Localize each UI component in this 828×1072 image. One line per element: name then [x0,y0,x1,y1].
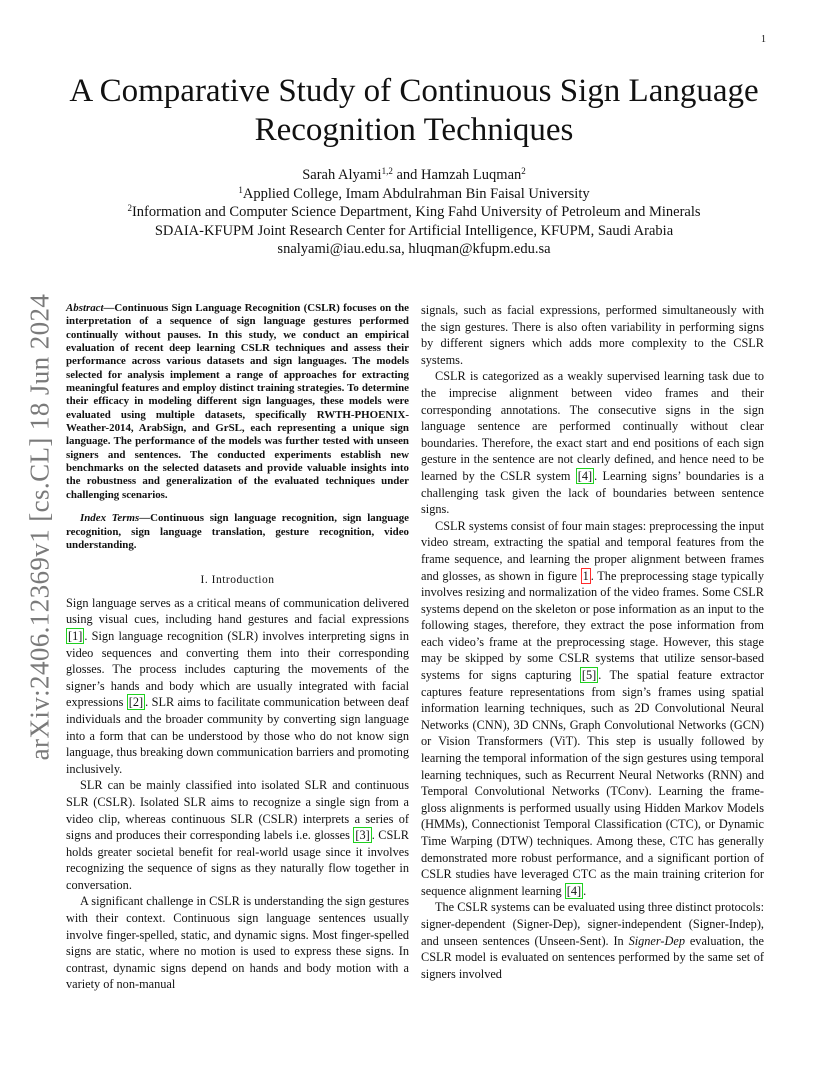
intro-paragraph-1: Sign language serves as a critical means of communication delivered using visual cues, including hand gestures and facial expressions [1] . Sign language recognition (SLR) involves interpreting signs in video sequences and converting them into their corresponding glosses. The process includes capturing the movements of the signer’s hands and body which are usually integrated with facial expressions [2] . SLR aims to facilitate communication between deaf individuals and the broader community by converting sign language into a form that can be understood by those who do not know sign language, thus breaking down communication barriers and promoting inclusively. [66,595,409,776]
index-terms-label: Index Terms [80,512,140,525]
citation-link[interactable]: [2] [128,695,144,710]
title-line-2: Recognition Techniques [254,112,574,148]
affiliation-1: $^1$Applied College, Imam Abdulrahman Bin Faisal University [238,184,590,202]
citation-link[interactable]: [3] [355,828,370,843]
paper-title [40,72,788,150]
arxiv-stamp [20,292,60,762]
intro-paragraph-3: A significant challenge in CSLR is understanding the sign gestures with their context. Continuous sign language sentences usually involve finger-spelled, static, and dynamic signs. Most finger-spelled signs are static, where no motion is used to express these signs. In contrast, dynamic signs depend on hands and body motion with a variety of non-manual [66,894,409,992]
section-heading-introduction: I. Introduction [200,574,275,587]
index-terms-text: —Continuous sign language recognition, sign language recognition, sign language translation, gesture recognition, video understanding. [66,512,409,551]
abstract-text: —Continuous Sign Language Recognition (CSLR) focuses on the interpretation of a sequence of sign language gestures performed continually without pauses. In this study, we conduct an empirical evaluation of recent deep learning CSLR techniques and assess their performance across various datasets and sign languages. The models selected for analysis implement a range of approaches for extracting meaningful features and employ distinct training strategies. To determine their efficacy in modeling different sign languages, these models were evaluated using multiple datasets, specifically RWTH-PHOENIX-Weather-2014, ArabSign, and GrSL, each representing a unique sign language. The performance of the models was further tested with unseen signers and sentences. The conducted experiments establish new benchmarks on the selected datasets and provide valuable insights into the robustness and generalization of the evaluated techniques under challenging scenarios. [66,302,409,501]
affiliation-2: $^2$Information and Computer Science Department, King Fahd University of Petroleum and Minerals [127,203,701,221]
intro-paragraph-6: The CSLR systems can be evaluated using three distinct protocols: signer-dependent (Signer-Dep), signer-independent (Signer-Indep), and unseen sentences (Unseen-Sent). In Signer-Dep evaluation, the CSLR model is evaluated on sentences performed by the same set of signers involved [421,900,765,981]
abstract-label: Abstract [66,302,104,314]
index-terms [66,512,409,552]
affiliation-3: SDAIA-KFUPM Joint Research Center for Artificial Intelligence, KFUPM, Saudi Arabia [154,222,674,239]
citation-link[interactable]: [1] [68,628,83,643]
intro-paragraph-2: SLR can be mainly classified into isolated SLR and continuous SLR (CSLR). Isolated SLR aims to recognize a single sign from a video clip, whereas continuous SLR (CSLR) interprets a series of signs and produces their corresponding labels i.e. glosses [3] . CSLR holds greater societal benefit for real-world usage since it involves recognizing the sequence of signs as they naturally flow together in conversation. [66,778,410,892]
arxiv-stamp-text: arXiv:2406.12369v1 [cs.CL] 18 Jun 2024 [24,293,55,761]
title-line-1: A Comparative Study of Continuous Sign Language [69,73,759,109]
citation-link[interactable]: [4] [566,883,582,898]
author-block [40,166,788,259]
intro-paragraph-5: CSLR systems consist of four main stages: preprocessing the input video stream, extracting the spatial and temporal features from the frame sequence, and learning the proper alignment between frames and glosses, as shown in figure 1 . The preprocessing stage typically involves resizing and normalization of the video frames. Some CSLR systems depend on the skeleton or pose information as an input to the following stages, therefore, they extract the pose information from each video’s frame at the preprocessing stage. However, this stage may be skipped by some CSLR systems that utilize sensor-based systems for signs capturing [5] . The spatial feature extractor captures feature representations from sign’s frames using spatial information learning techniques, such as 2D Convolutional Neural Networks (CNN), 3D CNNs, Graph Convolutional Networks (GCN) or Vision Transformers (ViT). This step is usually followed by learning the temporal information of the sign gestures using temporal learning techniques, such as Recurrent Neural Networks (RNN) and Temporal Convolutional Networks (TConv). Learning the frame-gloss alignments is performed usually using Hidden Markov Models (HMMs), Connectionist Temporal Classification (CTC), or Dynamic Time Warping (DTW) techniques. Among these, CTC has generally demonstrated more robust performance, and a significant portion of CSLR studies have leveraged CTC as the main training criterion for sequence alignment learning [4] . [421,518,764,898]
left-column [66,302,409,993]
citation-link[interactable]: [4] [577,468,593,483]
author-names: Sarah Alyami$^{1,2}$ and Hamzah Luqman$^2$ [302,166,526,183]
right-column [421,302,764,982]
abstract [66,302,409,502]
citation-link[interactable]: [5] [581,668,597,683]
intro-paragraph-4: CSLR is categorized as a weakly supervised learning task due to the imprecise alignment between video frames and their corresponding annotations. The consecutive signs in the sign language sentence are performed continually without clear boundaries. Therefore, the exact start and end positions of each sign gesture in the sentence are not clearly defined, and hence need to be learned by the CSLR system [4] . Learning signs’ boundaries is a challenging task given the lack of boundaries between sentence signs. [421,369,764,517]
intro-paragraph-3-cont: signals, such as facial expressions, performed simultaneously with the sign gestures. There is also often variability in performing signs by different signers which adds more complexity to the CSLR systems. [421,303,764,367]
figure-link[interactable]: 1 [582,568,589,583]
author-emails: snalyami@iau.edu.sa, hluqman@kfupm.edu.sa [277,241,551,258]
page-number: 1 [761,34,766,45]
emphasis-signer-dep: Signer-Dep [628,933,686,948]
